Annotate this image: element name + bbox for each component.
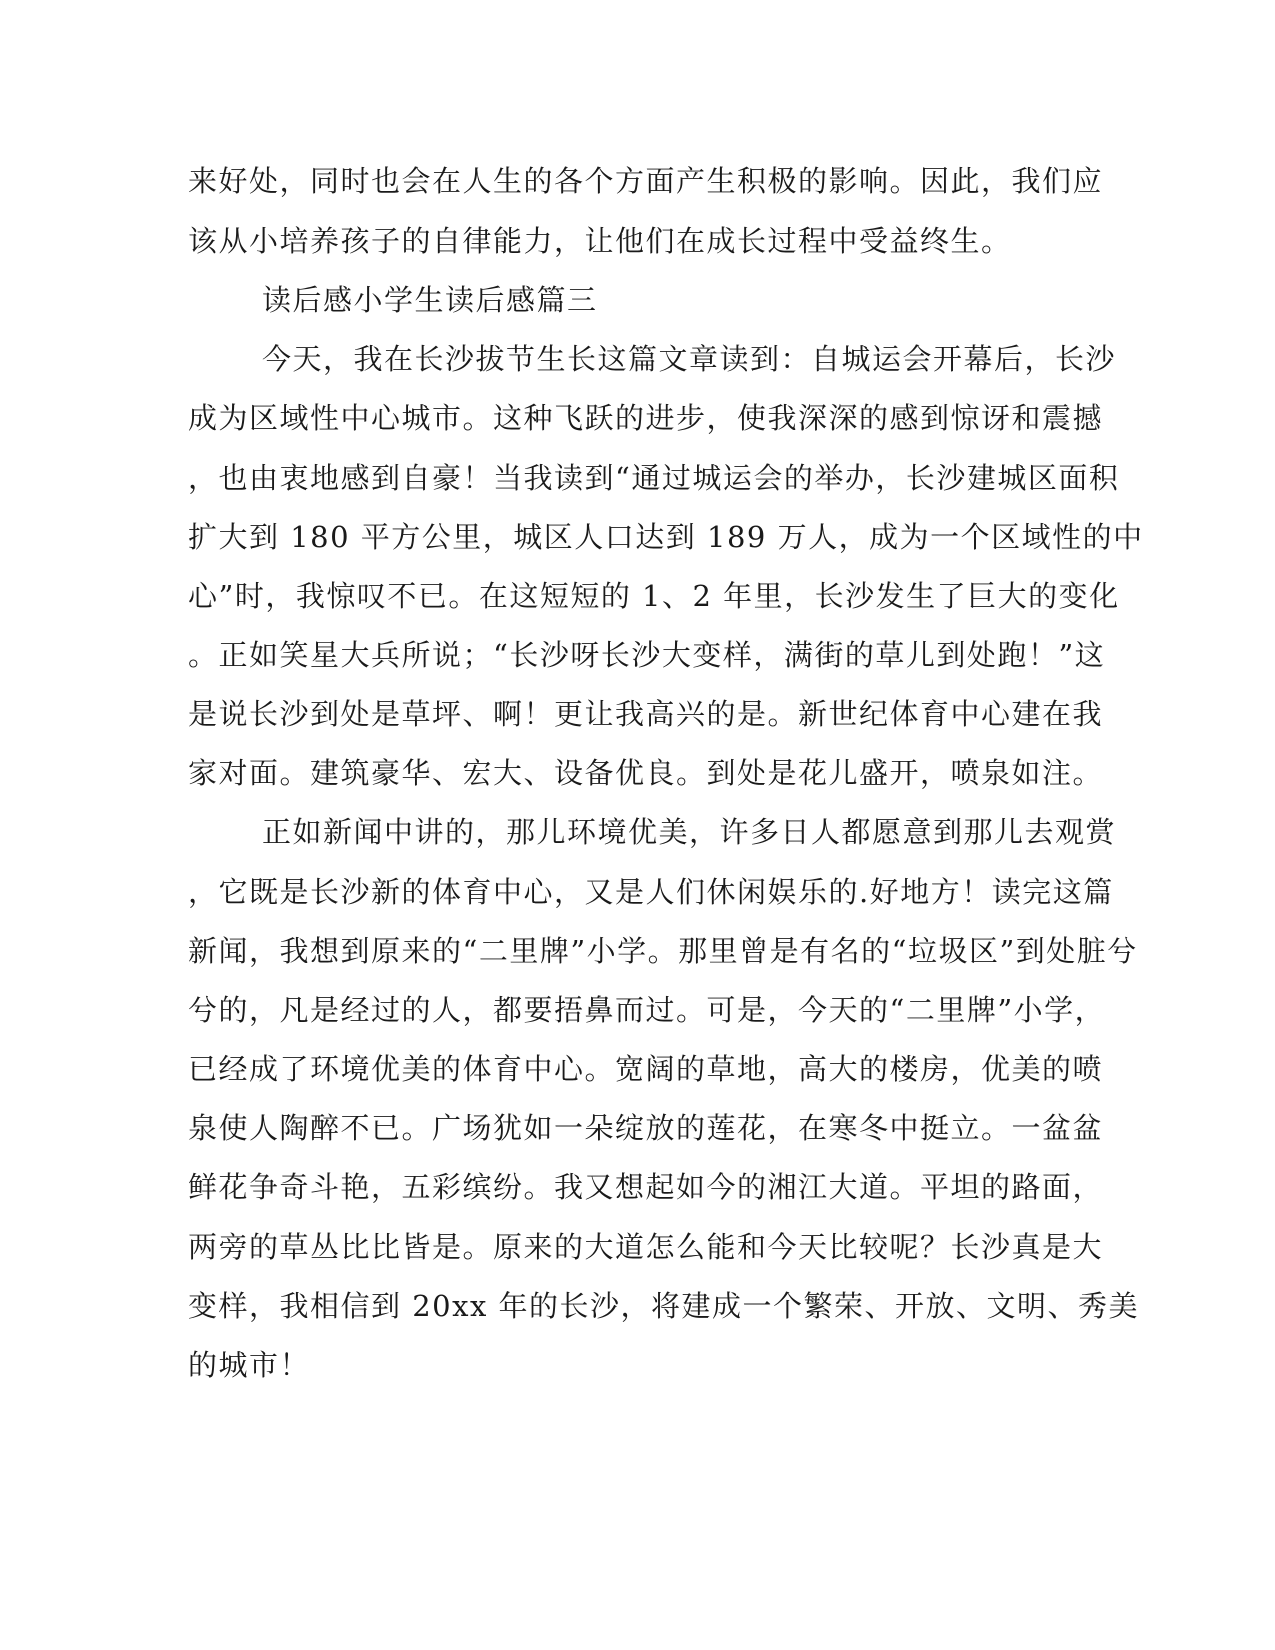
text-line-10: 是说长沙到处是草坪、啊！更让我高兴的是。新世纪体育中心建在我 [188, 697, 1104, 731]
text-line-5: 成为区域性中心城市。这种飞跃的进步，使我深深的感到惊讶和震撼 [188, 401, 1104, 435]
text-line-9: 。正如笑星大兵所说；“长沙呀长沙大变样，满街的草儿到处跑！”这 [188, 638, 1106, 672]
text-line-15: 兮的，凡是经过的人，都要捂鼻而过。可是，今天的“二里牌”小学， [188, 993, 1106, 1027]
text-line-17: 泉使人陶醉不已。广场犹如一朵绽放的莲花，在寒冬中挺立。一盆盆 [188, 1111, 1104, 1145]
text-line-16: 已经成了环境优美的体育中心。宽阔的草地，高大的楼房，优美的喷 [188, 1052, 1104, 1086]
text-line-1: 来好处，同时也会在人生的各个方面产生积极的影响。因此，我们应 [188, 164, 1104, 198]
text-line-8: 心”时，我惊叹不已。在这短短的 1、2 年里，长沙发生了巨大的变化 [188, 579, 1120, 613]
text-line-19: 两旁的草丛比比皆是。原来的大道怎么能和今天比较呢？长沙真是大 [188, 1230, 1104, 1264]
text-line-20: 变样，我相信到 20xx 年的长沙，将建成一个繁荣、开放、文明、秀美 [188, 1289, 1140, 1323]
text-line-11: 家对面。建筑豪华、宏大、设备优良。到处是花儿盛开，喷泉如注。 [188, 756, 1104, 790]
text-line-18: 鲜花争奇斗艳，五彩缤纷。我又想起如今的湘江大道。平坦的路面， [188, 1170, 1104, 1204]
section-heading: 读后感小学生读后感篇三 [262, 283, 598, 317]
text-line-12: 正如新闻中讲的，那儿环境优美，许多日人都愿意到那儿去观赏 [262, 815, 1117, 849]
text-line-7: 扩大到 180 平方公里，城区人口达到 189 万人，成为一个区域性的中 [188, 520, 1144, 554]
text-line-14: 新闻，我想到原来的“二里牌”小学。那里曾是有名的“垃圾区”到处脏兮 [188, 934, 1138, 968]
text-line-2: 该从小培养孩子的自律能力，让他们在成长过程中受益终生。 [188, 224, 1012, 258]
text-line-13: ，它既是长沙新的体育中心，又是人们休闲娱乐的.好地方！读完这篇 [188, 875, 1114, 909]
text-line-21: 的城市！ [188, 1348, 311, 1382]
text-line-4: 今天，我在长沙拔节生长这篇文章读到：自城运会开幕后，长沙 [262, 342, 1117, 376]
text-line-6: ，也由衷地感到自豪！当我读到“通过城运会的举办，长沙建城区面积 [188, 461, 1120, 495]
